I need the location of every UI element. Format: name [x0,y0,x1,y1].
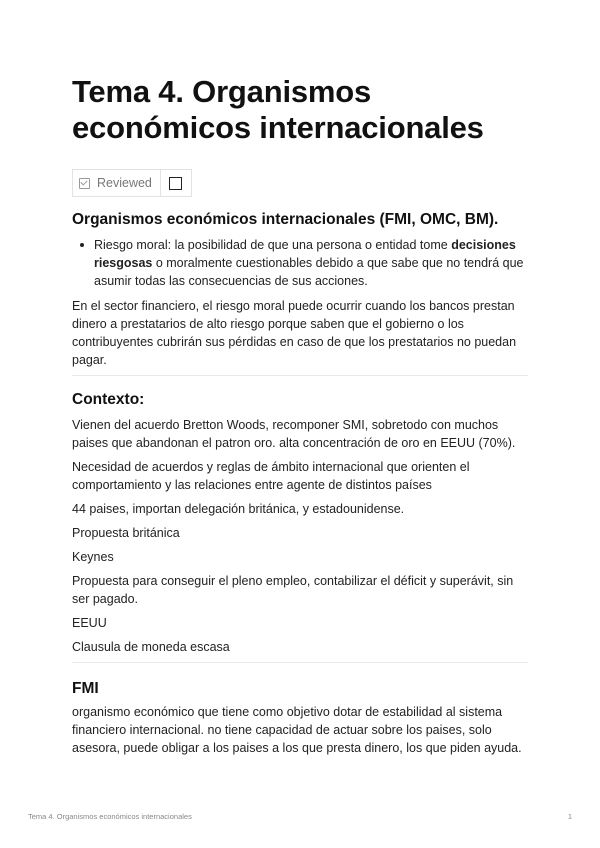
bullet-text-bold: decisiones riesgosas [94,238,516,270]
paragraph: Clausula de moneda escasa [72,640,230,654]
reviewed-checkbox-cell[interactable] [161,170,191,196]
checkbox-property-icon [79,178,90,189]
paragraph: organismo económico que tiene como objetivo dotar de estabilidad al sistema financiero internacional. no tiene capacidad de actuar sobre los paises, solo asesora, puede obligar a los paises a los que presta dinero, los que piden ayuda. [72,705,522,755]
paragraph: Propuesta para conseguir el pleno empleo, contabilizar el déficit y superávit, sin ser pagado. [72,574,514,606]
page-title: Tema 4. Organismos económicos internacionales [72,74,484,145]
footer-title: Tema 4. Organismos económicos internacionales [28,812,192,821]
bullet-text-start: Riesgo moral: la posibilidad de que una persona o entidad tome [94,238,452,252]
paragraph: Vienen del acuerdo Bretton Woods, recomponer SMI, sobretodo con muchos paises que abandonan el patron oro. alta concentración de oro en EEUU (70%). [72,418,516,450]
divider [72,662,528,663]
property-name [73,170,161,196]
footer-page-number: 1 [567,812,572,821]
paragraph: EEUU [72,616,107,630]
property-row [72,169,192,197]
bullet-text [94,236,534,290]
divider [72,375,528,376]
paragraph-riesgo-moral: En el sector financiero, el riesgo moral puede ocurrir cuando los bancos prestan dinero a prestatarios de alto riesgo porque saben que el gobierno o los contribuyentes cubrirán sus pérdidas en caso de que los prestatarios no puedan pagar. [72,299,517,367]
property-label: Reviewed [97,176,152,190]
section-heading-fmi: FMI [72,680,99,697]
paragraph: Propuesta británica [72,526,180,540]
section-heading-contexto: Contexto: [72,391,145,408]
reviewed-checkbox[interactable] [169,177,182,190]
paragraph: 44 paises, importan delegación británica, y estadounidense. [72,502,405,516]
bullet-icon [80,243,84,247]
bullet-text-end: o moralmente cuestionables debido a que sabe que no tendrá que asumir todas las consecuencias de sus acciones. [94,256,524,288]
paragraph: Keynes [72,550,114,564]
paragraph: Necesidad de acuerdos y reglas de ámbito internacional que orienten el comportamiento y las relaciones entre agente de distintos países [72,460,470,492]
section-heading-organismos: Organismos económicos internacionales (FMI, OMC, BM). [72,211,499,228]
